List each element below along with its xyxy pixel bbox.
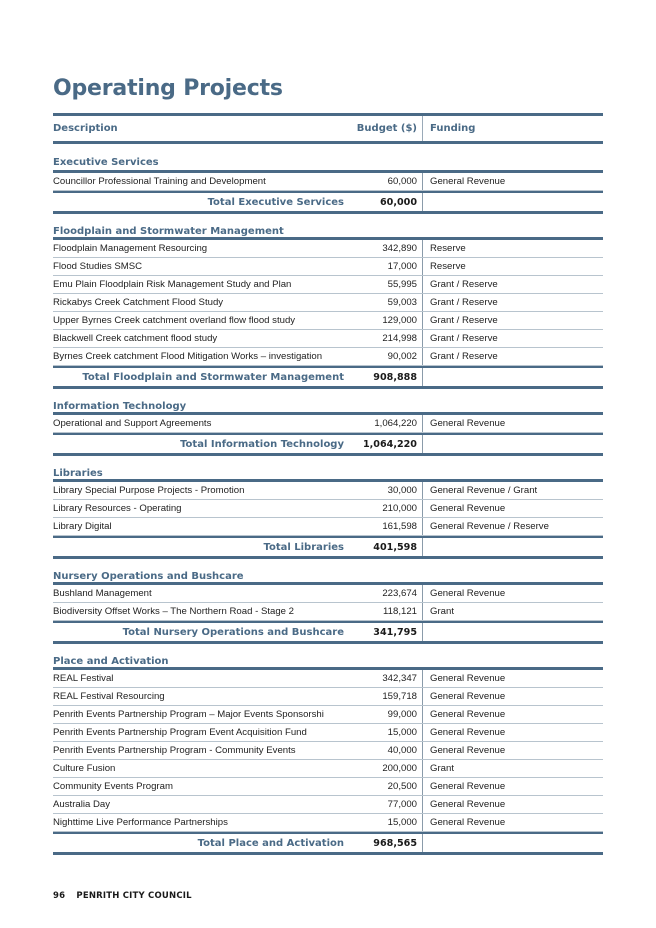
row-description: Culture Fusion — [53, 763, 116, 774]
row-funding: General Revenue — [430, 176, 506, 187]
row-budget: 118,121 — [350, 603, 423, 620]
section-title: Nursery Operations and Bushcare — [53, 559, 603, 585]
row-description: Penrith Events Partnership Program - Community Events — [53, 745, 296, 756]
section — [53, 559, 603, 644]
row-budget: 77,000 — [350, 796, 423, 813]
section — [53, 144, 603, 214]
section-title: Libraries — [53, 456, 603, 482]
section — [53, 214, 603, 389]
row-funding: General Revenue / Grant — [430, 485, 538, 496]
row-description: Biodiversity Offset Works – The Northern Road - Stage 2 — [53, 606, 295, 617]
row-funding: General Revenue — [430, 588, 506, 599]
total-value: 908,888 — [350, 368, 423, 386]
row-funding: General Revenue — [430, 799, 506, 810]
row-funding: Grant / Reserve — [430, 333, 498, 344]
row-funding: General Revenue — [430, 727, 506, 738]
row-funding: Grant — [430, 606, 454, 617]
row-budget: 342,347 — [350, 670, 423, 687]
row-description: Nighttime Live Performance Partnerships — [53, 817, 228, 828]
row-description: Councillor Professional Training and Development — [53, 176, 266, 187]
table-row — [53, 688, 603, 706]
total-label: Total Place and Activation — [197, 837, 344, 849]
page-title: Operating Projects — [53, 76, 283, 101]
row-budget: 214,998 — [350, 330, 423, 347]
total-row — [53, 621, 603, 644]
row-funding: General Revenue — [430, 418, 506, 429]
section — [53, 456, 603, 559]
total-label: Total Libraries — [263, 541, 344, 553]
row-budget: 99,000 — [350, 706, 423, 723]
row-funding: Grant / Reserve — [430, 297, 498, 308]
total-label: Total Floodplain and Stormwater Management — [82, 371, 344, 383]
page-footer — [53, 891, 192, 901]
total-value: 401,598 — [350, 538, 423, 556]
row-budget: 90,002 — [350, 348, 423, 365]
total-value: 60,000 — [350, 193, 423, 211]
total-label: Total Nursery Operations and Bushcare — [122, 626, 344, 638]
row-budget: 60,000 — [350, 173, 423, 190]
row-funding: Reserve — [430, 261, 466, 272]
table-row — [53, 258, 603, 276]
row-description: Upper Byrnes Creek catchment overland flow flood study — [53, 315, 296, 326]
table-row — [53, 603, 603, 621]
section-title: Place and Activation — [53, 644, 603, 670]
row-budget: 15,000 — [350, 814, 423, 831]
row-budget: 59,003 — [350, 294, 423, 311]
table-row — [53, 724, 603, 742]
row-funding: General Revenue — [430, 673, 506, 684]
table-row — [53, 670, 603, 688]
section-title: Executive Services — [53, 144, 603, 173]
row-funding: General Revenue — [430, 709, 506, 720]
row-budget: 210,000 — [350, 500, 423, 517]
table-row — [53, 742, 603, 760]
row-budget: 20,500 — [350, 778, 423, 795]
row-description: Library Digital — [53, 521, 112, 532]
row-description: Blackwell Creek catchment flood study — [53, 333, 218, 344]
row-funding: General Revenue — [430, 745, 506, 756]
table-row — [53, 173, 603, 191]
table-row — [53, 276, 603, 294]
row-description: Bushland Management — [53, 588, 152, 599]
table-row — [53, 760, 603, 778]
row-budget: 342,890 — [350, 240, 423, 257]
operating-projects-table — [53, 113, 603, 855]
table-row — [53, 585, 603, 603]
row-description: Rickabys Creek Catchment Flood Study — [53, 297, 224, 308]
row-funding: General Revenue — [430, 781, 506, 792]
row-description: REAL Festival Resourcing — [53, 691, 165, 702]
row-budget: 159,718 — [350, 688, 423, 705]
row-budget: 30,000 — [350, 482, 423, 499]
header-funding: Funding — [430, 123, 476, 134]
header-budget: Budget ($) — [350, 116, 423, 141]
row-budget: 15,000 — [350, 724, 423, 741]
row-funding: General Revenue — [430, 503, 506, 514]
total-row — [53, 191, 603, 214]
row-budget: 223,674 — [350, 585, 423, 602]
table-row — [53, 500, 603, 518]
total-value: 1,064,220 — [350, 435, 423, 453]
table-row — [53, 348, 603, 366]
row-description: Penrith Events Partnership Program – Major Events Sponsorshi — [53, 709, 324, 720]
row-description: Community Events Program — [53, 781, 173, 792]
row-description: Library Special Purpose Projects - Promotion — [53, 485, 245, 496]
row-budget: 55,995 — [350, 276, 423, 293]
section — [53, 389, 603, 456]
table-row — [53, 814, 603, 832]
row-budget: 200,000 — [350, 760, 423, 777]
section — [53, 644, 603, 855]
row-description: Operational and Support Agreements — [53, 418, 212, 429]
section-title: Information Technology — [53, 389, 603, 415]
row-description: Flood Studies SMSC — [53, 261, 143, 272]
row-funding: Grant / Reserve — [430, 351, 498, 362]
row-funding: Grant / Reserve — [430, 279, 498, 290]
table-row — [53, 240, 603, 258]
total-value: 968,565 — [350, 834, 423, 852]
page-number: 96 — [53, 891, 66, 901]
header-description: Description — [53, 123, 118, 134]
row-description: Australia Day — [53, 799, 111, 810]
row-budget: 1,064,220 — [350, 415, 423, 432]
row-funding: General Revenue — [430, 691, 506, 702]
section-title: Floodplain and Stormwater Management — [53, 214, 603, 240]
table-row — [53, 796, 603, 814]
row-funding: Grant — [430, 763, 454, 774]
row-funding: Reserve — [430, 243, 466, 254]
total-row — [53, 536, 603, 559]
table-row — [53, 518, 603, 536]
footer-org: PENRITH CITY COUNCIL — [76, 891, 192, 901]
table-row — [53, 706, 603, 724]
table-row — [53, 482, 603, 500]
row-funding: Grant / Reserve — [430, 315, 498, 326]
total-label: Total Executive Services — [207, 196, 344, 208]
total-label: Total Information Technology — [180, 438, 344, 450]
total-row — [53, 832, 603, 855]
table-row — [53, 312, 603, 330]
row-description: Emu Plain Floodplain Risk Management Study and Plan — [53, 279, 292, 290]
row-description: Penrith Events Partnership Program Event Acquisition Fund — [53, 727, 307, 738]
row-description: REAL Festival — [53, 673, 114, 684]
row-description: Byrnes Creek catchment Flood Mitigation Works – investigation — [53, 351, 323, 362]
table-body — [53, 144, 603, 855]
row-funding: General Revenue / Reserve — [430, 521, 549, 532]
row-budget: 129,000 — [350, 312, 423, 329]
row-budget: 40,000 — [350, 742, 423, 759]
table-row — [53, 778, 603, 796]
table-row — [53, 415, 603, 433]
total-row — [53, 366, 603, 389]
row-description: Floodplain Management Resourcing — [53, 243, 208, 254]
row-budget: 17,000 — [350, 258, 423, 275]
total-value: 341,795 — [350, 623, 423, 641]
row-budget: 161,598 — [350, 518, 423, 535]
table-row — [53, 330, 603, 348]
total-row — [53, 433, 603, 456]
table-row — [53, 294, 603, 312]
row-description: Library Resources - Operating — [53, 503, 182, 514]
row-funding: General Revenue — [430, 817, 506, 828]
table-header — [53, 113, 603, 144]
